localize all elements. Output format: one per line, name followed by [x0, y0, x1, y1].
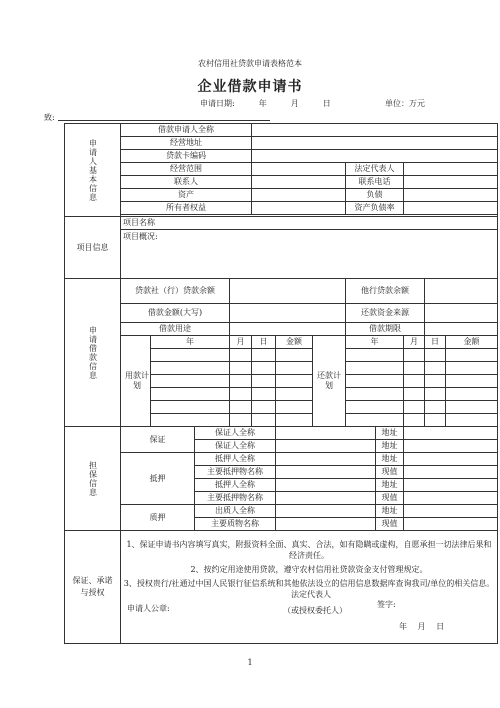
form-template-note: 农村信用社贷款申请表格范本 [198, 59, 302, 68]
label-repay-plan: 还款计划 [313, 336, 346, 427]
repay-plan-cell[interactable] [446, 362, 498, 375]
repay-plan-cell[interactable] [425, 401, 446, 414]
document-title: 企业借款申请书 [197, 79, 303, 95]
label-owner-equity: 所有者权益 [121, 202, 252, 215]
repay-plan-cell[interactable] [404, 414, 425, 427]
label-mortgagor-name-2: 抵押人全称 [195, 479, 276, 492]
application-date [200, 98, 331, 109]
date-day: 日 [322, 99, 331, 108]
page-number: 1 [247, 658, 253, 667]
label-existing-balance: 贷款社（行）贷款余额 [121, 279, 230, 304]
field-business-address[interactable] [252, 137, 498, 150]
label-loan-term: 借款期限 [346, 323, 425, 336]
label-surety: 保证 [121, 427, 195, 453]
field-assets[interactable] [252, 189, 346, 202]
use-plan-cell[interactable] [230, 362, 252, 375]
header-repay-day: 日 [425, 336, 446, 349]
signature-label: 签字: [377, 599, 396, 609]
use-plan-cell[interactable] [252, 401, 276, 414]
recipient-label: 致: [44, 113, 55, 122]
repay-plan-cell[interactable] [446, 401, 498, 414]
recipient-blank[interactable] [58, 120, 270, 121]
use-plan-cell[interactable] [252, 349, 276, 362]
repay-plan-cell[interactable] [425, 388, 446, 401]
repay-plan-cell[interactable] [346, 401, 404, 414]
label-main-mortgage-item-2: 主要抵押物名称 [195, 492, 276, 505]
header-use-year: 年 [151, 336, 230, 349]
label-mortgagor-name: 抵押人全称 [195, 453, 276, 466]
label-pledgor-address: 地址 [376, 505, 404, 518]
label-mortgage: 抵押 [121, 453, 195, 505]
header-use-amount: 金额 [276, 336, 313, 349]
label-guarantor-name: 保证人全称 [195, 427, 276, 440]
repay-plan-cell[interactable] [404, 362, 425, 375]
repay-plan-cell[interactable] [446, 375, 498, 388]
repay-plan-cell[interactable] [404, 388, 425, 401]
field-guarantor-address[interactable] [404, 427, 498, 440]
use-plan-cell[interactable] [252, 388, 276, 401]
field-main-mortgage-item[interactable] [276, 466, 376, 479]
field-mortgagor-address-2[interactable] [404, 479, 498, 492]
repay-plan-cell[interactable] [446, 349, 498, 362]
repay-plan-cell[interactable] [346, 349, 404, 362]
use-plan-cell[interactable] [276, 362, 313, 375]
field-existing-balance[interactable] [230, 279, 346, 304]
use-plan-cell[interactable] [252, 362, 276, 375]
use-plan-cell[interactable] [276, 414, 313, 427]
label-debt-ratio: 资产负债率 [346, 202, 404, 215]
repay-plan-cell[interactable] [346, 375, 404, 388]
field-guarantor-address-2[interactable] [404, 440, 498, 453]
use-plan-cell[interactable] [276, 401, 313, 414]
field-debt-ratio[interactable] [404, 202, 498, 215]
promise-content [121, 531, 498, 644]
legal-rep-label: 法定代表人 [291, 589, 331, 599]
repay-plan-cell[interactable] [346, 362, 404, 375]
repay-plan-cell[interactable] [404, 349, 425, 362]
field-contact-phone[interactable] [404, 176, 498, 189]
label-business-scope: 经营范围 [121, 163, 252, 176]
label-pledge: 质押 [121, 505, 195, 531]
repay-plan-cell[interactable] [446, 414, 498, 427]
section-guarantee: 担保信息 [65, 427, 121, 531]
field-project-overview[interactable]: 项目概况: [121, 230, 498, 279]
repay-plan-cell[interactable] [346, 388, 404, 401]
field-loan-card-code[interactable] [252, 150, 498, 163]
promise-item-1: 1、保证申请书内容填写真实，附报资料全面、真实、合法，如有隐瞒或虚构，自愿承担一切法律后果和经济责任。 [126, 539, 492, 560]
label-loan-amount: 借款金额(大写) [121, 304, 230, 323]
label-main-pledge-item: 主要质物名称 [195, 518, 276, 531]
field-other-bank-balance[interactable] [425, 279, 498, 304]
field-loan-amount[interactable] [230, 304, 346, 323]
repay-plan-cell[interactable] [404, 375, 425, 388]
use-plan-cell[interactable] [230, 375, 252, 388]
field-owner-equity[interactable] [252, 202, 346, 215]
repay-plan-cell[interactable] [425, 362, 446, 375]
use-plan-cell[interactable] [276, 388, 313, 401]
use-plan-cell[interactable] [276, 375, 313, 388]
field-loan-term[interactable] [425, 323, 498, 336]
field-pledge-value[interactable] [404, 518, 498, 531]
repay-plan-cell[interactable] [425, 375, 446, 388]
promise-item-2: 2、按约定用途使用贷款，遵守农村信用社贷款资金支付管理规定。 [190, 564, 428, 574]
label-mortgage-value-2: 现值 [376, 492, 404, 505]
use-plan-cell[interactable] [230, 414, 252, 427]
field-liabilities[interactable] [404, 189, 498, 202]
section-project: 项目信息 [65, 217, 121, 279]
use-plan-cell[interactable] [252, 375, 276, 388]
field-pledgor-address[interactable] [404, 505, 498, 518]
use-plan-cell[interactable] [230, 349, 252, 362]
field-mortgagor-name-2[interactable] [276, 479, 376, 492]
field-business-scope[interactable] [252, 163, 346, 176]
authorized-label: （或授权委托人） [283, 605, 347, 615]
label-contact-person: 联系人 [121, 176, 252, 189]
header-repay-month: 月 [404, 336, 425, 349]
section-promise: 保证、承诺与授权 [65, 531, 121, 644]
repay-plan-cell[interactable] [425, 414, 446, 427]
use-plan-cell[interactable] [252, 414, 276, 427]
use-plan-cell[interactable] [151, 414, 230, 427]
label-contact-phone: 联系电话 [346, 176, 404, 189]
field-main-pledge-item[interactable] [276, 518, 376, 531]
label-mortgagor-address-2: 地址 [376, 479, 404, 492]
label-guarantor-address-2: 地址 [376, 440, 404, 453]
label-pledge-value: 现值 [376, 518, 404, 531]
repay-plan-cell[interactable] [446, 388, 498, 401]
label-project-name: 项目名称 [121, 217, 498, 230]
field-repayment-source[interactable] [425, 304, 498, 323]
repay-plan-cell[interactable] [425, 349, 446, 362]
label-pledgor-name: 出质人全称 [195, 505, 276, 518]
label-loan-card-code: 贷款卡编码 [121, 150, 252, 163]
use-plan-cell[interactable] [230, 401, 252, 414]
field-contact-person[interactable] [252, 176, 346, 189]
use-plan-cell[interactable] [151, 349, 230, 362]
field-mortgage-value-2[interactable] [404, 492, 498, 505]
unit-label: 单位：万元 [385, 99, 425, 108]
field-legal-representative[interactable] [404, 163, 498, 176]
label-mortgage-value: 现值 [376, 466, 404, 479]
use-plan-cell[interactable] [276, 349, 313, 362]
label-liabilities: 负债 [346, 189, 404, 202]
field-guarantor-name-2[interactable] [276, 440, 376, 453]
field-mortgage-value[interactable] [404, 466, 498, 479]
header-repay-year: 年 [346, 336, 404, 349]
label-main-mortgage-item: 主要抵押物名称 [195, 466, 276, 479]
date-month: 月 [290, 99, 299, 108]
use-plan-cell[interactable] [151, 362, 230, 375]
promise-item-3: 3、授权贵行/社通过中国人民银行征信系统和其他依法设立的信用信息数据库查询我司/单位的相关信息。 [123, 578, 495, 588]
header-use-day: 日 [252, 336, 276, 349]
label-business-address: 经营地址 [121, 137, 252, 150]
use-plan-cell[interactable] [151, 375, 230, 388]
use-plan-cell[interactable] [151, 401, 230, 414]
loan-application-form [64, 123, 498, 644]
label-mortgagor-address: 地址 [376, 453, 404, 466]
label-legal-representative: 法定代表人 [346, 163, 404, 176]
header-use-month: 月 [230, 336, 252, 349]
signature-area [123, 589, 495, 636]
field-mortgagor-name[interactable] [276, 453, 376, 466]
field-loan-purpose[interactable] [230, 323, 346, 336]
label-use-plan: 用款计划 [121, 336, 151, 427]
field-main-mortgage-item-2[interactable] [276, 492, 376, 505]
seal-label: 申请人公章: [127, 603, 170, 613]
date-prefix: 申请日期: [200, 99, 235, 108]
label-applicant-full-name: 借款申请人全称 [121, 124, 252, 137]
section-loan-request: 申请借款信息 [65, 279, 121, 427]
header-repay-amount: 金额 [446, 336, 498, 349]
label-other-bank-balance: 他行贷款余额 [346, 279, 425, 304]
repay-plan-cell[interactable] [404, 401, 425, 414]
field-mortgagor-address[interactable] [404, 453, 498, 466]
label-guarantor-name-2: 保证人全称 [195, 440, 276, 453]
label-assets: 资产 [121, 189, 252, 202]
use-plan-cell[interactable] [230, 388, 252, 401]
date-year: 年 [258, 99, 267, 108]
label-guarantor-address: 地址 [376, 427, 404, 440]
use-plan-cell[interactable] [151, 388, 230, 401]
field-pledgor-name[interactable] [276, 505, 376, 518]
label-repayment-source: 还款资金来源 [346, 304, 425, 323]
repay-plan-cell[interactable] [346, 414, 404, 427]
field-applicant-full-name[interactable] [252, 124, 498, 137]
sign-date: 年 月 日 [399, 621, 445, 631]
field-guarantor-name[interactable] [276, 427, 376, 440]
label-loan-purpose: 借款用途 [121, 323, 230, 336]
section-applicant: 申请人基本信息 [65, 124, 121, 217]
